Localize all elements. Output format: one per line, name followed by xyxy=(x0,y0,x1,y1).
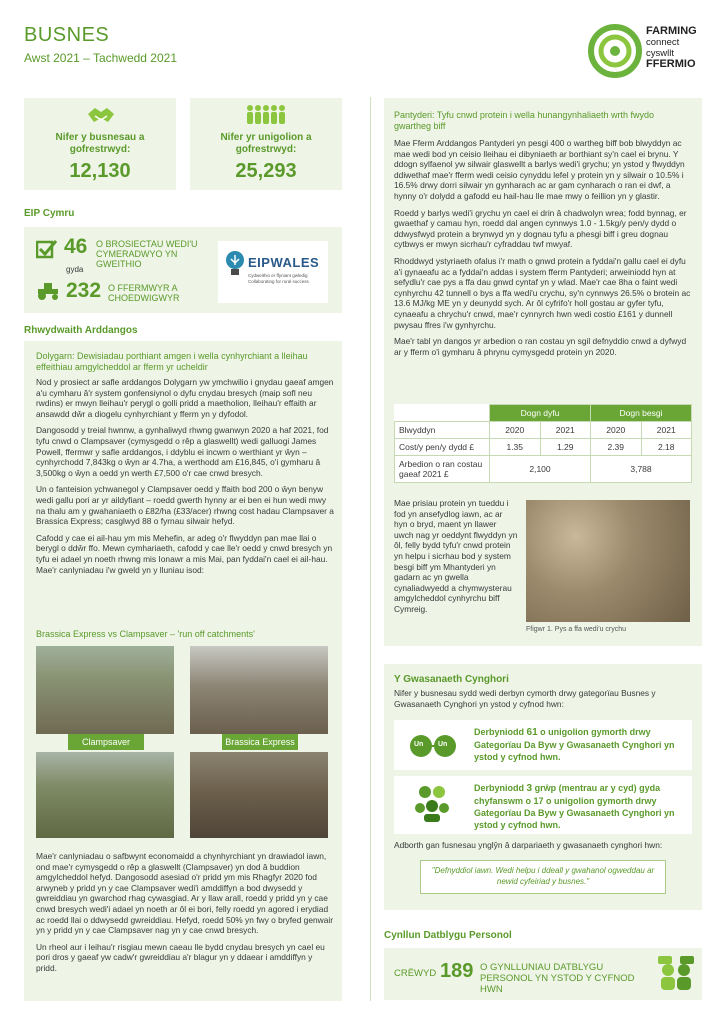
table-cell: 1.35 xyxy=(490,439,541,456)
demo-paragraph: Un o fanteision ychwanegol y Clampsaver oedd y ffaith bod 200 o ŵyn benyw wedi gallu pori ar yr aildyfiant – roedd gwerth hynny ar ei ben ei hun wedi mwy na thalu am y gwahaniaeth o £82/ha (£33/acer) rhwng cost hadau Clampsaver a Brassica Express; casglwyd 88 o fyrnau silwair hefyd. xyxy=(36,484,334,527)
table-cell: 2021 xyxy=(540,422,591,439)
checkbox-icon xyxy=(36,239,58,264)
eipwales-logo xyxy=(218,241,328,303)
pdp-count: 189 xyxy=(440,960,474,982)
demo-heading: Rhwydwaith Arddangos xyxy=(24,325,138,336)
demo-body xyxy=(36,377,334,581)
photo-brassica-bottom xyxy=(190,752,328,838)
demo-paragraph: Dangosodd y treial hwnnw, a gynhaliwyd rhwng gwanwyn 2020 a haf 2021, fod tyfu cnwd o Clampsaver (cymysgedd o rêp a glaswellt) wedi galluogi James Powell, ffermwr y safle arddangos, i ddyblu ei incwm o werthiant yr ŵyn – cynhyrchodd 7,843kg o ŵyn ar 4.7ha, a werthodd am £16,845, o'i gymharu â 3,500kg o ŵyn a oedd yn werth £7,500 o'r cae cnwd bresych. xyxy=(36,425,329,478)
feedback-quote: "Defnyddiol iawn. Wedi helpu i ddeall y gwahanol ogweddau ar newid cyfeiriad y busnes." xyxy=(420,860,666,894)
figure-caption: Ffigwr 1. Pys a ffa wedi'u crychu xyxy=(526,626,627,633)
pdp-post: O GYNLLUNIAU DATBLYGU PERSONOL YN YSTOD Y CYFNOD HWN xyxy=(480,962,635,995)
stat-value: 12,130 xyxy=(69,160,131,182)
photo-label-clampsaver: Clampsaver xyxy=(68,734,144,750)
advisory-panel xyxy=(384,664,702,910)
photo-peas-beans xyxy=(526,500,690,622)
eip-farmers-text: O FFERMWYR A CHOEDWIGWYR xyxy=(108,283,180,303)
pdp-heading: Cynllun Datblygu Personol xyxy=(384,930,512,941)
pantyderi-paragraph: Mae'r tabl yn dangos yr arbedion o ran costau yn sgil defnyddio cnwd a dyfwyd ar y fferm o'i gymharu â phrynu cymysgedd protein yn 2020. xyxy=(394,336,687,357)
logo-line3: cyswllt xyxy=(646,48,674,59)
pantyderi-body xyxy=(394,138,694,363)
col-group-header: Dogn dyfu xyxy=(490,405,591,422)
eip-projects-count: 46 xyxy=(64,235,88,258)
demo-sub-heading: Brassica Express vs Clampsaver – 'run off catchments' xyxy=(36,629,255,639)
demo-body-2 xyxy=(36,851,334,980)
table-row xyxy=(395,439,692,456)
stat-businesses xyxy=(24,98,176,190)
advisory-intro: Nifer y busnesau sydd wedi derbyn cymorth drwy gategorïau Busnes y Gwasanaeth Cynghori yn ystod y cyfnod hwn: xyxy=(394,688,656,709)
row-label: Arbedion o ran costau gaeaf 2021 £ xyxy=(395,456,490,483)
table-cell: 2020 xyxy=(591,422,642,439)
advisory-item2-text: Derbyniodd 3 grŵp (mentrau ar y cyd) gyda chyfanswm o 17 o unigolion gymorth drwy Gategorïau Da Byw y Gwasanaeth Cynghori yn ystod y cyfnod hwn. xyxy=(474,783,675,830)
col-group-header: Dogn besgi xyxy=(591,405,692,422)
table-cell: 2.39 xyxy=(591,439,642,456)
demo-paragraph: Nod y prosiect ar safle arddangos Dolygarn yw ymchwilio i gnydau gaeaf amgen a'u cymharu â'r system gonfensiynol o dyfu cnydau bresych (maip sofl neu rwdins) er mwyn lleihau'r perygl o golli pridd a maetholion, lleihau'r effaith ar ansawdd dŵr a diogelu cynhyrchiant y fferm yn y dyfodol. xyxy=(36,377,334,419)
badge-text: Un xyxy=(438,741,448,748)
column-divider xyxy=(370,97,371,1001)
one-to-one-icon xyxy=(410,734,456,763)
lightbulb-icon xyxy=(224,249,246,279)
table-cell: 3,788 xyxy=(591,456,692,483)
page-subtitle: Awst 2021 – Tachwedd 2021 xyxy=(24,51,178,65)
table-cell: 2,100 xyxy=(490,456,591,483)
table-cell: 1.29 xyxy=(540,439,591,456)
eip-projects-text: O BROSIECTAU WEDI'U CYMERADWYO YN GWEITHIO xyxy=(96,239,198,269)
stat-label: Nifer yr unigolion a gofrestrwyd: xyxy=(220,132,312,155)
demo-article-title: Dolygarn: Dewisiadau porthiant amgen i wella cynhyrchiant a lleihau effeithiau amgylcheddol ar fferm yr ucheldir xyxy=(36,351,308,372)
advisory-item-groups xyxy=(394,776,692,834)
logo-swirl-icon xyxy=(588,24,642,78)
badge-text: Un xyxy=(414,741,424,748)
pantyderi-closing: Mae prisiau protein yn tueddu i fod yn ansefydlog iawn, ac ar hyn o bryd, maent yn llawer uwch nag yr oeddynt flwyddyn yn ôl, felly bydd tyfu'r cnwd protein yn helpu i sicrhau bod y system besgi biff ym Mhantyderi yn gadarn ac yn gwella cynaliadwyedd a chymwysterau amgylcheddol cynhyrchu biff Cymreig. xyxy=(394,498,518,614)
handshake-icon xyxy=(86,104,116,133)
eip-farmers-count: 232 xyxy=(66,279,102,302)
stat-label: Nifer y busnesau a gofrestrwyd: xyxy=(55,132,145,155)
logo-line4: FFERMIO xyxy=(646,58,696,70)
demo-paragraph: Un rheol aur i leihau'r risgiau mewn caeau lle bydd cnydau bresych yn cael eu pori dros y gaeaf yw cadw'r gwreiddiau a'r blagur yn y ddaear i amddiffyn y pridd. xyxy=(36,941,325,973)
photo-clampsaver-bottom xyxy=(36,752,174,838)
people-group-icon xyxy=(246,104,286,133)
table-cell: 2020 xyxy=(490,422,541,439)
people-chat-icon xyxy=(656,956,696,997)
tractor-icon xyxy=(34,281,62,306)
advisory-heading: Y Gwasanaeth Cynghori xyxy=(394,674,509,685)
pantyderi-paragraph: Rhoddwyd ystyriaeth ofalus i'r math o gnwd protein a fyddai'n gallu cael ei dyfu a'i gynaeafu ac a fyddai'n addas i system fferm Pantyderi; arweiniodd hyn at sefydlu'r cae pys a ffa dau gnwd cyntaf yn y wlad. Mae'r cae 8ha o faint wedi cynhyrchu 42 tunnell o bys a ffa wedi'u crychu, sy'n cynnwys 26.5% o brotein ac 13.6 MJ/kg ME yn y deunydd sych. Ar ôl cyfrifo'r holl gostau ar gyfer tyfu, cynaeafu a chrychu'r cnwd, mae'r cynnyrch hwn wedi costio £161 y dunnell pwysau ffres i'w gynhyrchu. xyxy=(394,255,691,330)
demo-panel xyxy=(24,341,342,1001)
photo-brassica-top xyxy=(190,646,328,734)
table-row xyxy=(395,456,692,483)
demo-paragraph: Cafodd y cae ei ail-hau ym mis Mehefin, ar adeg o'r flwyddyn pan mae llai o berygl o ddŵr ffo. Mewn cymhariaeth, cafodd y cae lle'r oedd y cnwd bresych yn tyfu ei adael yn noeth rhwng mis Ionawr a mis Mai, pan fyddai'n cael ei ail-hau. Mae'r canlyniadau i'w gweld yn y lluniau isod: xyxy=(36,532,333,575)
row-label: Blwyddyn xyxy=(395,422,490,439)
stat-value: 25,293 xyxy=(235,160,297,182)
demo-paragraph: Mae'r canlyniadau o safbwynt economaidd a chynhyrchiant yn drawiadol iawn, ond mae'r cymysgedd o rêp a glaswellt (Clampsaver) yn dod â buddion amgylcheddol hefyd. Dangosodd asesiad o'r pridd ym mis Rhagfyr 2020 fod arwyneb y pridd yn y cae Clampsaver wedi'i amddiffyn a bod dwysedd y gwreiddiau yn gwarchod rhag cywasgiad. Ar y llaw arall, roedd y pridd yn y cae cnwd bresych wedi'i adael yn noeth ar ôl ei bori, felly roedd yn agored i erydiad ac roedd llai o ddwysedd gwreiddiau. Hefyd, roedd 50% yn fwy o bryfed genwair yn y pridd yn y cae Clampsaver nag yn y cae cnwd bresych. xyxy=(36,851,334,936)
table-cell: 2.18 xyxy=(641,439,692,456)
logo-line1: FARMING xyxy=(646,25,697,37)
pdp-panel xyxy=(384,948,702,1000)
pantyderi-title: Pantyderi: Tyfu cnwd protein i wella hunangynhaliaeth wrth fwydo gwartheg biff xyxy=(394,110,654,131)
cost-table xyxy=(394,404,692,483)
row-label: Cost/y pen/y dydd £ xyxy=(395,439,490,456)
eipwales-wordmark: EIPWALES xyxy=(248,255,320,270)
advisory-item1-text: Derbyniodd 61 o unigolion gymorth drwy Gategorïau Da Byw y Gwasanaeth Cynghori yn ystod y cyfnod hwn. xyxy=(474,727,675,762)
eip-heading: EIP Cymru xyxy=(24,208,75,219)
stat-individuals xyxy=(190,98,342,190)
logo-line2: connect xyxy=(646,37,680,48)
group-meeting-icon xyxy=(412,784,452,829)
eip-panel xyxy=(24,227,342,313)
table-row xyxy=(395,422,692,439)
advisory-item-individuals xyxy=(394,720,692,770)
feedback-intro: Adborth gan fusnesau ynglŷn â darpariaeth y gwasanaeth cynghori hwn: xyxy=(394,840,663,850)
eipwales-tagline: Cydweithio er ffyniant gwledig Collaborating for rural success xyxy=(248,273,309,284)
eip-gyda: gyda xyxy=(66,265,84,274)
photo-clampsaver-top xyxy=(36,646,174,734)
photo-label-brassica: Brassica Express xyxy=(222,734,298,750)
page-title: BUSNES xyxy=(24,24,110,46)
pantyderi-paragraph: Roedd y barlys wedi'i grychu yn cael ei drin â chadwolyn wrea; fodd bynnag, er gwaethaf y camau hyn, roedd dal angen cynnwys 1.0 - 1.5kg/y pen/y dydd o ddwysfwyd protein a brynwyd yn y dognau tyfu a phesgi biff i greu dognau cytbwys er mwyn sicrhau'r cyfraddau twf mwyaf. xyxy=(394,207,687,250)
table-cell: 2021 xyxy=(641,422,692,439)
pantyderi-panel xyxy=(384,98,702,646)
pantyderi-paragraph: Mae Fferm Arddangos Pantyderi yn pesgi 400 o wartheg biff bob blwyddyn ac mae wedi bod yn ceisio lleihau ei dibyniaeth ar borthiant sy'n cael ei brynu. Y ddogn sylfaenol yw silwair glaswellt a barlys wedi'i grychu; yn ystod y flwyddyn ddiwethaf mae'r fferm wedi ceisio cynyddu lefel y protein yn y silwair o 10.5% i 16.5% drwy dorri silwair yn gynharach ac ar gam cynharach o ran ei dwf, a hynny o'r dolydd a gafodd eu hail-hau lle mae mwy o feillion yn y glastir. xyxy=(394,138,685,201)
farming-connect-logo xyxy=(588,24,708,80)
pdp-pre: CRËWYD xyxy=(394,968,437,979)
